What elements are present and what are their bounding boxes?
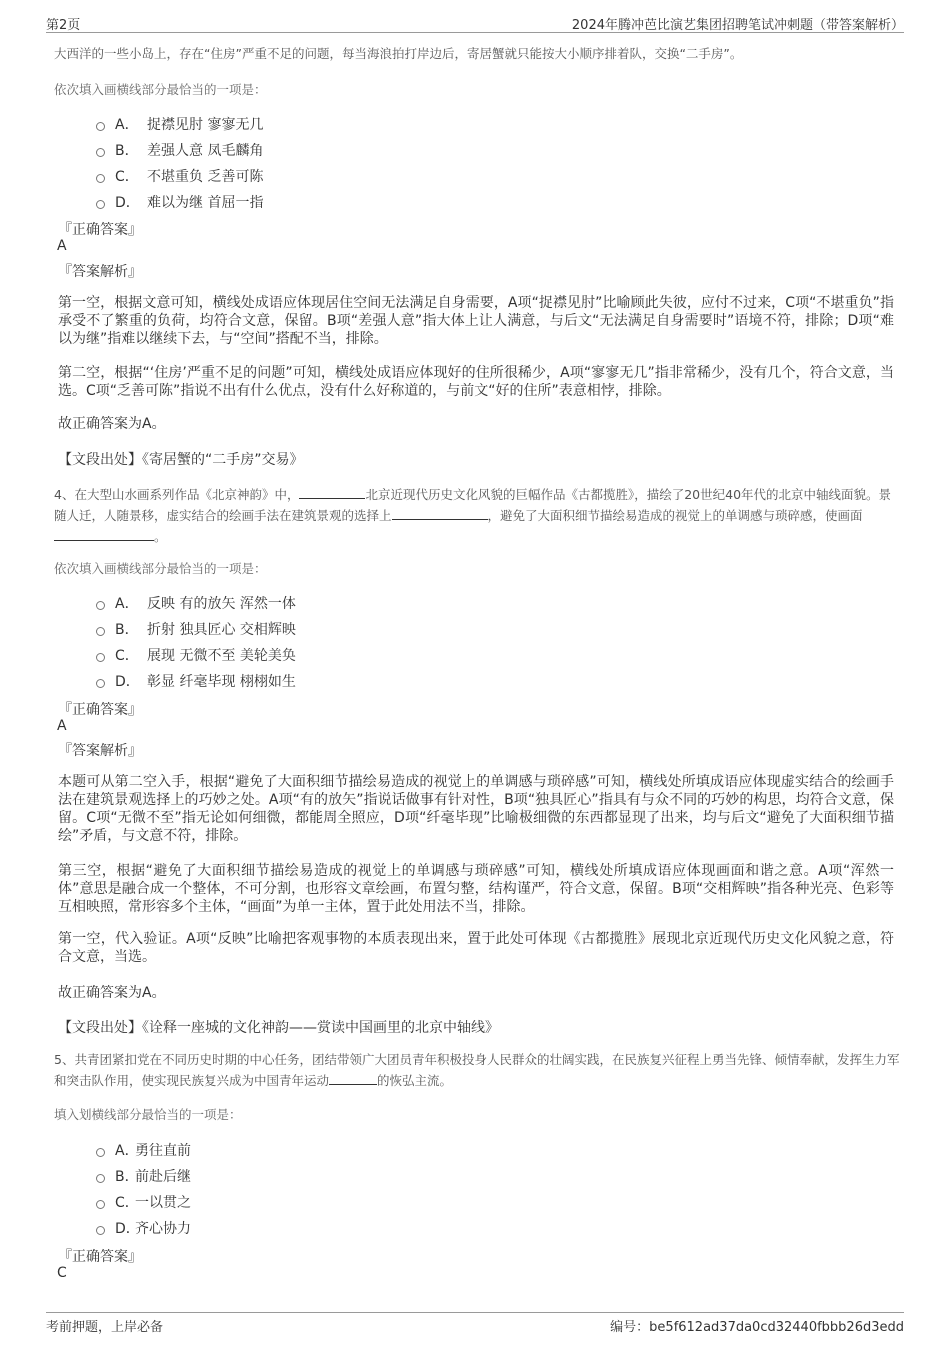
radio-button-icon[interactable] (96, 122, 105, 131)
q4-prompt: 依次填入画横线部分最恰当的一项是： (54, 561, 267, 576)
footer-slogan: 考前押题，上岸必备 (46, 1320, 164, 1335)
q5-prompt: 填入划横线部分最恰当的一项是： (54, 1107, 242, 1122)
radio-button-icon[interactable] (96, 1174, 105, 1183)
q5-option-d[interactable]: D． 齐心协力 (96, 1215, 191, 1241)
q4-conclusion: 故正确答案为A。 (58, 985, 166, 1001)
radio-button-icon[interactable] (96, 174, 105, 183)
radio-button-icon[interactable] (96, 1226, 105, 1235)
radio-button-icon[interactable] (96, 627, 105, 636)
page-header (46, 0, 904, 33)
q3-option-c[interactable]: C． 不堪重负 乏善可陈 (96, 163, 263, 189)
q4-analysis-paragraph: 第三空，根据“避免了大面积细节描绘易造成的视觉上的单调感与琐碎感”可知，横线处所填成语应体现画面和谐之意。A项“浑然一体”意思是融合成一个整体，不可分割，也形容文章绘画，布置匀整，结构谨严，符合文意，保留。B项“交相辉映”指各种光亮、色彩等互相映照，常形容多个主体，“画面”为单一主体，置于此处用法不当，排除。 (58, 863, 894, 915)
q4-option-c[interactable]: C． 展现 无微不至 美轮美奂 (96, 642, 296, 668)
q3-option-b[interactable]: B． 差强人意 凤毛麟角 (96, 137, 263, 163)
radio-button-icon[interactable] (96, 679, 105, 688)
q4-analysis-paragraph: 本题可从第二空入手，根据“避免了大面积细节描绘易造成的视觉上的单调感与琐碎感”可知，横线处所填成语应体现虚实结合的绘画手法在建筑景观选择上的巧妙之处。A项“有的放矢”指说话做事有针对性，B项“独具匠心”指具有与众不同的巧妙的构思，均符合文意，保留。C项“无微不至”指无论如何细微，都能周全照应，D项“纤毫毕现”比喻极细微的东西都显现了出来，均与后文“避免了大面积细节描绘”矛盾，与文意不符，排除。 (58, 774, 894, 844)
fill-blank (54, 526, 154, 541)
page-number: 第2页 (46, 18, 81, 33)
page-footer (46, 1312, 904, 1343)
document-title: 2024年腾冲芭比演艺集团招聘笔试冲刺题（带答案解析） (571, 18, 904, 33)
q3-conclusion: 故正确答案为A。 (58, 416, 166, 432)
q5-option-a[interactable]: A． 勇往直前 (96, 1137, 191, 1163)
fill-blank (329, 1070, 377, 1085)
radio-button-icon[interactable] (96, 200, 105, 209)
fill-blank (299, 484, 365, 499)
q4-option-a[interactable]: A． 反映 有的放矢 浑然一体 (96, 590, 296, 616)
q4-options (96, 590, 296, 694)
q3-option-a[interactable]: A． 捉襟见肘 寥寥无几 (96, 111, 263, 137)
q3-analysis-paragraph: 第二空，根据“‘住房’严重不足的问题”可知，横线处成语应体现好的住所很稀少，A项“寥寥无几”指非常稀少，没有几个，符合文意，当选。C项“乏善可陈”指说不出有什么优点，没有什么好称道的，与前文“好的住所”表意相悖，排除。 (58, 365, 894, 399)
q3-analysis-label: 『答案解析』 (58, 264, 142, 280)
q5-option-b[interactable]: B． 前赴后继 (96, 1163, 191, 1189)
q3-prompt: 依次填入画横线部分最恰当的一项是： (54, 82, 267, 97)
radio-button-icon[interactable] (96, 601, 105, 610)
q3-stem: 大西洋的一些小岛上，存在“住房”严重不足的问题，每当海浪拍打岸边后，寄居蟹就只能按大小顺序排着队，交换“二手房”。 (54, 46, 743, 61)
radio-button-icon[interactable] (96, 653, 105, 662)
q4-source: 【文段出处】《诠释一座城的文化神韵——赏读中国画里的北京中轴线》 (58, 1020, 499, 1036)
q3-options (96, 111, 263, 215)
q3-answer: A (57, 238, 67, 254)
q5-option-c[interactable]: C． 一以贯之 (96, 1189, 191, 1215)
fill-blank (392, 505, 488, 520)
document-code: 编号：be5f612ad37da0cd32440fbbb26d3edd (610, 1320, 904, 1335)
q4-stem: 4、在大型山水画系列作品《北京神韵》中， 北京近现代历史文化风貌的巨幅作品《古都揽胜》，描绘了20世纪40年代的北京中轴线面貌。景随人迁，人随景移，虚实结合的绘画手法在建筑景观的选择上 ，避免了大面积细节描绘易造成的视觉上的单调感与琐碎感，使画面。 (54, 484, 900, 547)
q3-option-d[interactable]: D． 难以为继 首屈一指 (96, 189, 263, 215)
q4-answer-label: 『正确答案』 (58, 702, 142, 718)
q5-answer: C (57, 1265, 67, 1281)
q4-analysis-label: 『答案解析』 (58, 743, 142, 759)
q5-options (96, 1137, 191, 1241)
q4-option-d[interactable]: D． 彰显 纤毫毕现 栩栩如生 (96, 668, 296, 694)
q5-answer-label: 『正确答案』 (58, 1249, 142, 1265)
q4-analysis-paragraph: 第一空，代入验证。A项“反映”比喻把客观事物的本质表现出来，置于此处可体现《古都揽胜》展现北京近现代历史文化风貌之意，符合文意，当选。 (58, 931, 894, 965)
q4-answer: A (57, 718, 67, 734)
q4-option-b[interactable]: B． 折射 独具匠心 交相辉映 (96, 616, 296, 642)
q3-analysis-paragraph: 第一空，根据文意可知，横线处成语应体现居住空间无法满足自身需要，A项“捉襟见肘”比喻顾此失彼，应付不过来，C项“不堪重负”指承受不了繁重的负荷，均符合文意，保留。B项“差强人意”指大体上让人满意，与后文“无法满足自身需要时”语境不符，排除；D项“难以为继”指难以继续下去，与“空间”搭配不当，排除。 (58, 295, 894, 347)
q3-source: 【文段出处】《寄居蟹的“二手房”交易》 (58, 452, 304, 468)
q3-answer-label: 『正确答案』 (58, 222, 142, 238)
radio-button-icon[interactable] (96, 1148, 105, 1157)
radio-button-icon[interactable] (96, 148, 105, 157)
q5-stem: 5、共青团紧扣党在不同历史时期的中心任务，团结带领广大团员青年积极投身人民群众的壮阔实践，在民族复兴征程上勇当先锋、倾情奉献，发挥生力军和突击队作用，使实现民族复兴成为中国青年运动 的恢弘主流。 (54, 1052, 900, 1088)
radio-button-icon[interactable] (96, 1200, 105, 1209)
